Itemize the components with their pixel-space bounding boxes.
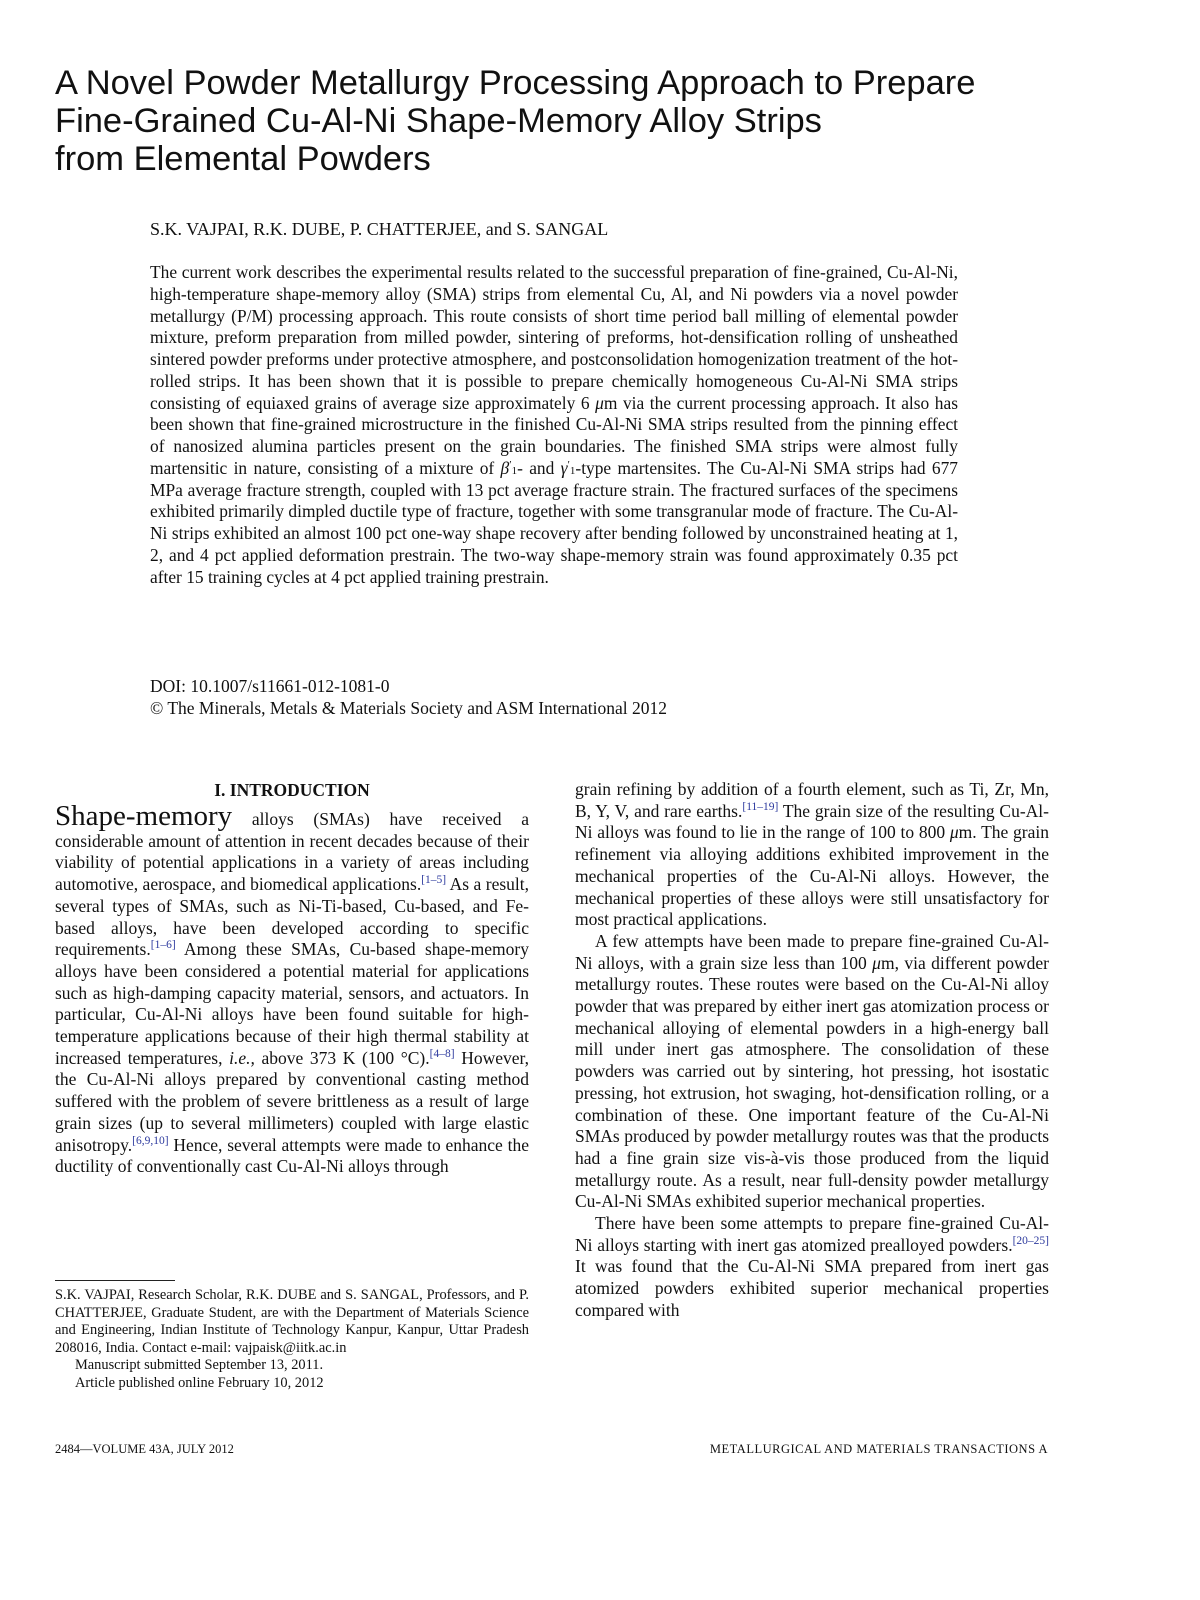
prime-mark: ′ (567, 458, 570, 471)
intro-text: The grain size of the resulting Cu-Al-Ni alloys was found to lie in the range of 100 to 800 (575, 800, 1049, 843)
section-heading-introduction: I. INTRODUCTION (214, 780, 370, 800)
left-column (55, 779, 529, 1178)
subscript-one: 1 (569, 464, 576, 477)
gamma-symbol: γ (560, 457, 568, 478)
right-column (575, 779, 1049, 1322)
citation-link[interactable]: [11–19] (742, 800, 779, 813)
intro-text: grain refining by addition of a fourth element, such as Ti, Zr, Mn, B, Y, V, and rare earths. (575, 779, 1049, 821)
abstract-text-4: -type martensites. The Cu-Al-Ni SMA strips had 677 MPa average fracture strength, coupled with 13 pct average fracture strain. The fractured surfaces of the specimens exhibited primarily dimpled ductile type of fracture, together with some transgranular mode of fracture. The Cu-Al-Ni strips exhibited an almost 100 pct one-way shape recovery after bending followed by unconstrained heating at 1, 2, and 4 pct applied deformation prestrain. The two-way shape-memory strain was found approximately 0.35 pct after 15 training cycles at 4 pct applied training prestrain. (150, 457, 958, 587)
intro-text: Hence, several attempts were made to enhance the ductility of conventionally cast Cu-Al-Ni alloys through (55, 1134, 529, 1177)
subscript-one: 1 (511, 464, 518, 477)
citation-link[interactable]: [1–5] (421, 874, 447, 887)
intro-text: above 373 K (100 °C). (254, 1047, 430, 1068)
intro-paragraph-1 (55, 800, 530, 1178)
title-line-2: Fine-Grained Cu-Al-Ni Shape-Memory Alloy Strips (55, 102, 822, 140)
abstract-text-1: The current work describes the experimental results related to the successful preparation of fine-grained, Cu-Al-Ni, high-temperature shape-memory alloy (SMA) strips from elemental Cu, Al, and Ni powders via a novel powder metallurgy (P/M) processing approach. This route consists of short time period ball milling of elemental powder mixture, preform preparation from milled powder, sintering of preforms, hot-densification rolling of unsheathed sintered powder preforms under protective atmosphere, and postconsolidation homogenization treatment of the hot-rolled strips. It has been shown that it is possible to prepare chemically homogeneous Cu-Al-Ni SMA strips consisting of equiaxed grains of average size approximately 6 (150, 262, 958, 413)
publication-date: Article published online February 10, 2012 (75, 1374, 324, 1391)
intro-text: alloys (SMAs) have received a considerable amount of attention in recent decades because of their viability of potential applications in a variety of areas including automotive, aerospace, and biomedical applications. (55, 809, 529, 895)
title-line-3: from Elemental Powders (55, 140, 431, 178)
mu-symbol: μ (872, 952, 881, 973)
footer-volume: 2484—VOLUME 43A, JULY 2012 (55, 1442, 234, 1456)
intro-text: It was found that the Cu-Al-Ni SMA prepared from inert gas atomized powders exhibited superior mechanical properties compared with (575, 1256, 1049, 1320)
footnote-divider (55, 1280, 175, 1281)
abstract (150, 262, 958, 588)
lead-word: Shape-memory (55, 800, 233, 832)
intro-text: m. The grain refinement via alloying additions exhibited improvement in the mechanical properties of the Cu-Al-Ni alloys. However, the mechanical properties of these alloys were still unsatisfactory for most practical applications. (575, 822, 1049, 930)
abstract-text-2: m via the current processing approach. It also has been shown that fine-grained microstructure in the finished Cu-Al-Ni SMA strips resulted from the pinning effect of nanosized alumina particles present on the grain boundaries. The finished SMA strips were almost fully martensitic in nature, consisting of a mixture of (150, 392, 958, 478)
footer-journal: METALLURGICAL AND MATERIALS TRANSACTIONS A (709, 1442, 1048, 1456)
author-footnote (55, 1287, 529, 1393)
citation-link[interactable]: [6,9,10] (132, 1134, 169, 1147)
beta-symbol: β (500, 457, 510, 478)
intro-paragraph-3 (575, 1213, 1049, 1322)
copyright-line: © The Minerals, Metals & Materials Society and ASM International 2012 (150, 698, 667, 718)
author-list: S.K. VAJPAI, R.K. DUBE, P. CHATTERJEE, and S. SANGAL (150, 219, 609, 239)
submission-date: Manuscript submitted September 13, 2011. (75, 1357, 324, 1374)
intro-paragraph-1-continued (575, 779, 1049, 931)
intro-paragraph-2 (575, 931, 1049, 1213)
intro-text: m, via different powder metallurgy routes. These routes were based on the Cu-Al-Ni alloy powder that was prepared by either inert gas atomization process or mechanical alloying of elemental powders in a high-energy ball mill under inert gas atmosphere. The consolidation of these powders was carried out by sintering, hot pressing, hot isostatic pressing, hot extrusion, hot swaging, hot-densification rolling, or a combination of these. One important feature of the Cu-Al-Ni SMAs produced by powder metallurgy routes was that the products had a fine grain size vis-à-vis those produced from the liquid metallurgy route. As a result, near full-density powder metallurgy Cu-Al-Ni SMAs exhibited superior mechanical properties. (575, 952, 1049, 1212)
affiliation-note: S.K. VAJPAI, Research Scholar, R.K. DUBE and S. SANGAL, Professors, and P. CHATTERJEE, Graduate Student, are with the Department of Materials Science and Engineering, Indian Institute of Technology Kanpur, Kanpur, Uttar Pradesh 208016, India. Contact e-mail: vajpaisk@iitk.ac.in (55, 1287, 529, 1356)
intro-text: A few attempts have been made to prepare fine-grained Cu-Al-Ni alloys, with a grain size less than 100 (575, 930, 1049, 973)
mu-symbol: μ (595, 392, 604, 413)
ie-abbreviation: i.e., (229, 1047, 255, 1068)
mu-symbol: μ (949, 822, 959, 843)
intro-text: There have been some attempts to prepare fine-grained Cu-Al-Ni alloys starting with inert gas atomized prealloyed powders. (575, 1213, 1049, 1255)
citation-link[interactable]: [20–25] (1012, 1234, 1049, 1247)
intro-text: As a result, several types of SMAs, such as Ni-Ti-based, Cu-based, and Fe-based alloys, have been developed according to specific requirements. (55, 874, 529, 960)
citation-link[interactable]: [1–6] (150, 939, 176, 952)
paper-title (55, 64, 1115, 178)
intro-text: However, the Cu-Al-Ni alloys prepared by conventional casting method suffered with the problem of severe brittleness as a result of large grain sizes (up to several millimeters) coupled with large elastic anisotropy. (55, 1047, 530, 1155)
title-line-1: A Novel Powder Metallurgy Processing Approach to Prepare (55, 64, 976, 102)
doi-line: DOI: 10.1007/s11661-012-1081-0 (150, 676, 390, 696)
citation-link[interactable]: [4–8] (429, 1047, 455, 1060)
abstract-text-3: - and (517, 457, 555, 478)
intro-text: Among these SMAs, Cu-based shape-memory alloys have been considered a potential material for applications such as high-damping capacity material, sensors, and actuators. In particular, Cu-Al-Ni alloys have been found suitable for high-temperature applications because of their high thermal stability at increased temperatures, (55, 939, 529, 1068)
prime-mark: ′ (509, 458, 512, 471)
